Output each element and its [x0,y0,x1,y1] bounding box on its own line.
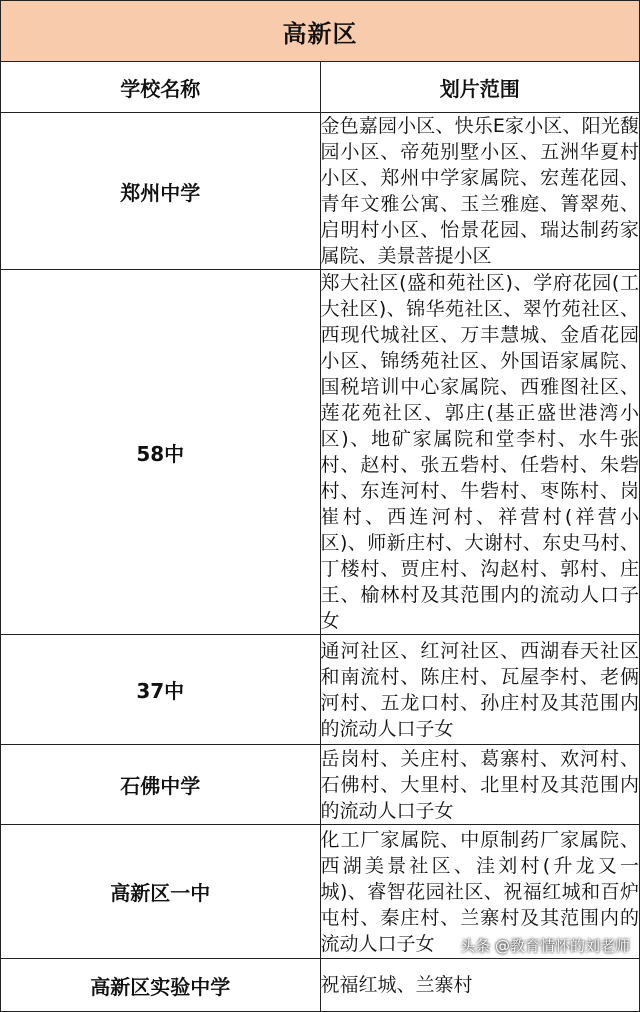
column-header-area: 划片范围 [320,62,640,113]
school-name: 高新区一中 [1,825,321,959]
source-watermark: 头条 @教育情怀的刘老师 [460,937,630,955]
header-row [1,62,640,113]
table-row [1,959,640,1012]
table-row [1,113,640,270]
district-scope: 金色嘉园小区、快乐E家小区、阳光馥园小区、帝苑别墅小区、五洲华夏村小区、郑州中学家属院、宏莲花园、青年文雅公寓、玉兰雅庭、箐翠苑、启明村小区、怡景花园、瑞达制药家属院、美景菩提小区 [320,113,640,270]
school-name: 郑州中学 [1,113,321,270]
district-scope: 祝福红城、兰寨村 [320,959,640,1012]
table-title: 高新区 [1,1,640,62]
school-name: 石佛中学 [1,745,321,825]
school-name: 58中 [1,270,321,635]
title-row [1,1,640,62]
table-row [1,745,640,825]
school-name: 高新区实验中学 [1,959,321,1012]
district-scope: 郑大社区(盛和苑社区)、学府花园(工大社区)、锦华苑社区、翠竹苑社区、西现代城社区、万丰慧城、金盾花园小区、锦绣苑社区、外国语家属院、国税培训中心家属院、西雅图社区、莲花苑社区、郭庄(基正盛世港湾小区)、地矿家属院和堂李村、水牛张村、赵村、张五砦村、任砦村、朱砦村、东连河村、牛砦村、枣陈村、岗崔村、西连河村、祥营村(祥营小区)、师新庄村、大谢村、东史马村、丁楼村、贾庄村、沟赵村、郭村、庄王、榆林村及其范围内的流动人口子女 [320,270,640,635]
table-row [1,635,640,745]
table-row [1,270,640,635]
school-name: 37中 [1,635,321,745]
column-header-school: 学校名称 [1,62,321,113]
district-scope: 岳岗村、关庄村、葛寨村、欢河村、石佛村、大里村、北里村及其范围内的流动人口子女 [320,745,640,825]
district-scope: 化工厂家属院、中原制药厂家属院、西湖美景社区、洼刘村(升龙又一城)、睿智花园社区、祝福红城和百炉屯村、秦庄村、兰寨村及其范围内的流动人口子女 [320,825,640,959]
district-scope: 通河社区、红河社区、西湖春天社区和南流村、陈庄村、瓦屋李村、老俩河村、五龙口村、孙庄村及其范围内的流动人口子女 [320,635,640,745]
